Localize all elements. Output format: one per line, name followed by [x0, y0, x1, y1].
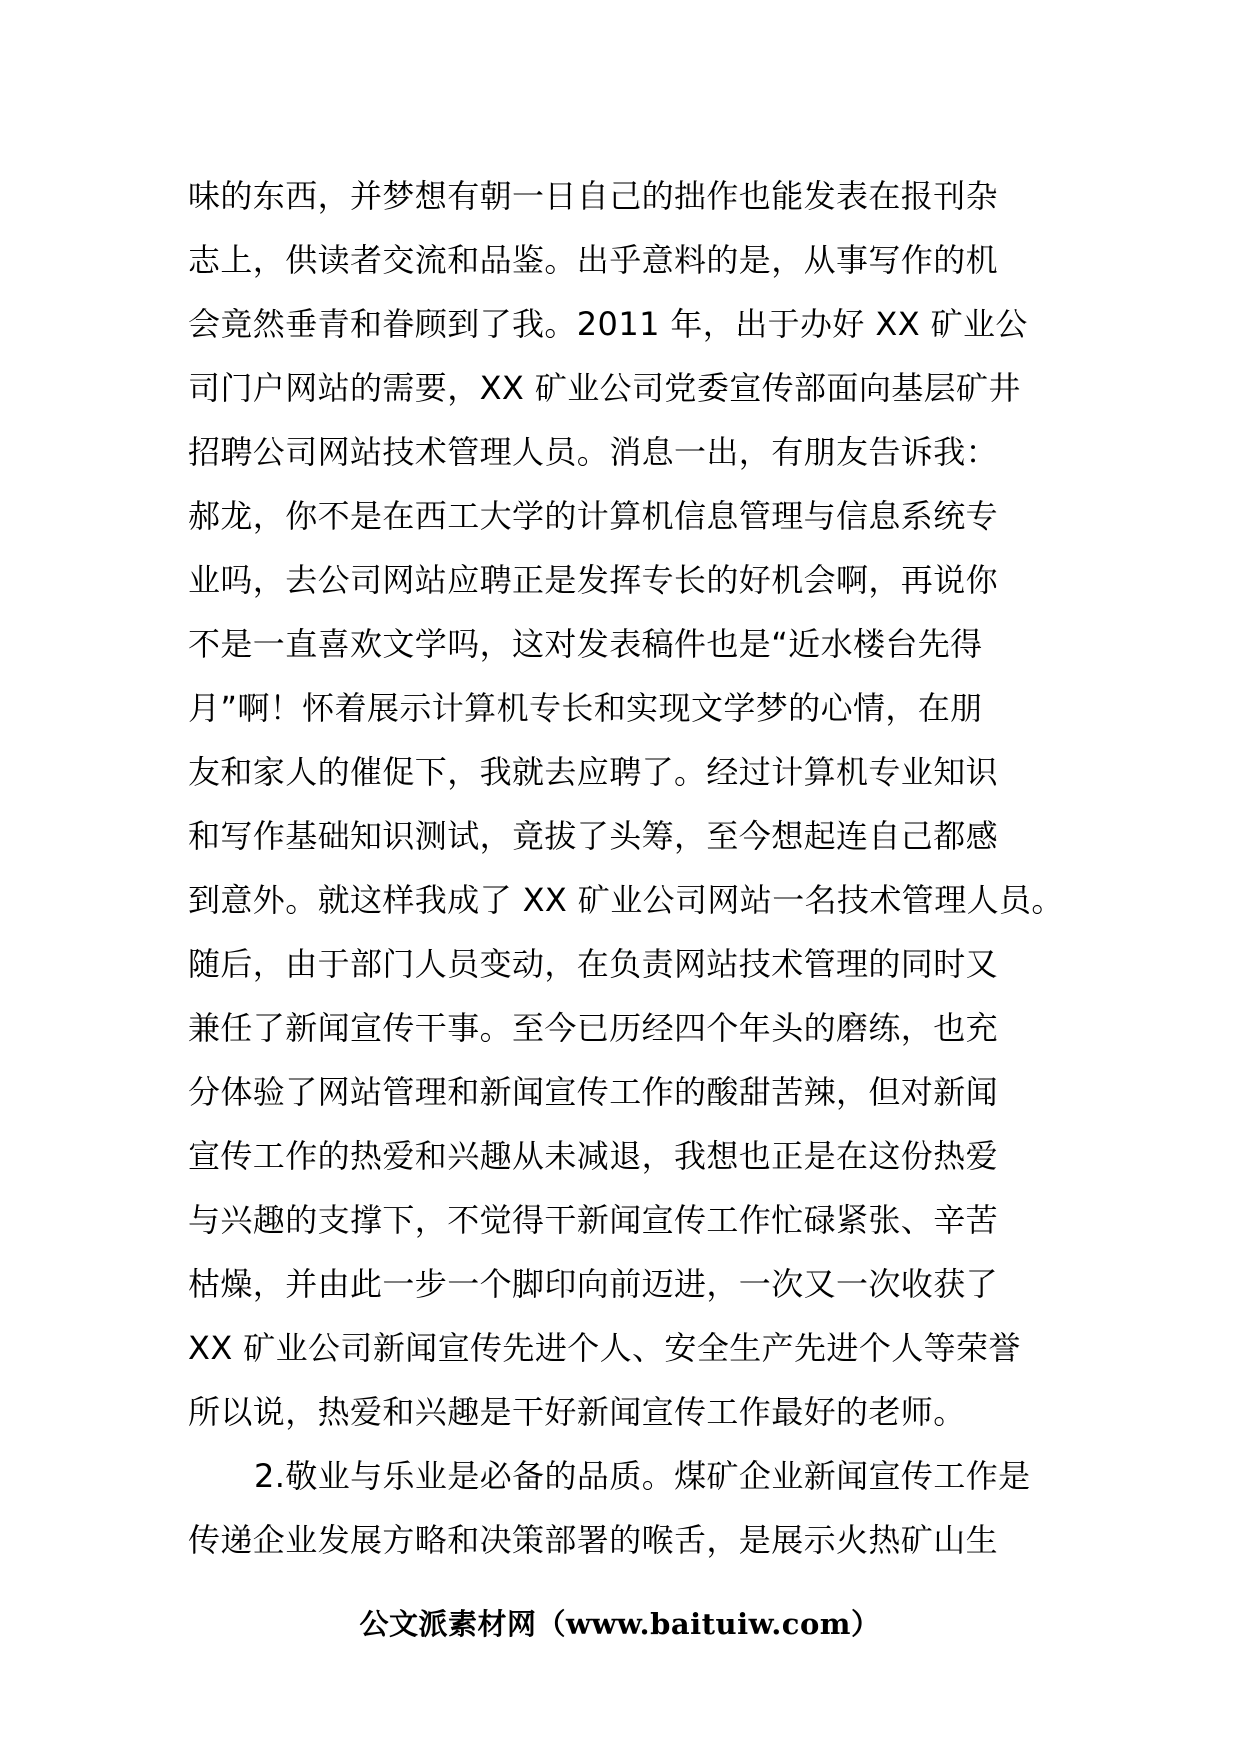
text-line: 传递企业发展方略和决策部署的喉舌，是展示火热矿山生 [188, 1521, 999, 1559]
text-line: 招聘公司网站技术管理人员。消息一出，有朋友告诉我： [188, 433, 999, 471]
text-line: 业吗，去公司网站应聘正是发挥专长的好机会啊，再说你 [188, 561, 999, 599]
text-line: 和写作基础知识测试，竟拔了头筹，至今想起连自己都感 [188, 817, 999, 855]
text-line: 郝龙，你不是在西工大学的计算机信息管理与信息系统专 [188, 497, 999, 535]
text-line: 枯燥，并由此一步一个脚印向前迈进，一次又一次收获了 [188, 1265, 999, 1303]
text-line: 宣传工作的热爱和兴趣从未减退，我想也正是在这份热爱 [188, 1137, 999, 1175]
text-line: 与兴趣的支撑下，不觉得干新闻宣传工作忙碌紧张、辛苦 [188, 1201, 999, 1239]
text-line: 友和家人的催促下，我就去应聘了。经过计算机专业知识 [188, 753, 999, 791]
text-line: 司门户网站的需要，XX 矿业公司党委宣传部面向基层矿井 [188, 369, 1021, 407]
text-line: 兼任了新闻宣传干事。至今已历经四个年头的磨练，也充 [188, 1009, 999, 1047]
text-line: 到意外。就这样我成了 XX 矿业公司网站一名技术管理人员。 [188, 881, 1064, 919]
text-line: 月”啊！怀着展示计算机专长和实现文学梦的心情，在朋 [188, 689, 983, 727]
text-line: 所以说，热爱和兴趣是干好新闻宣传工作最好的老师。 [188, 1393, 966, 1431]
footer-watermark: 公文派素材网（www.baituiw.com） [359, 1607, 881, 1641]
text-line: 味的东西，并梦想有朝一日自己的拙作也能发表在报刊杂 [188, 177, 999, 215]
text-line: 不是一直喜欢文学吗，这对发表稿件也是“近水楼台先得 [188, 625, 983, 663]
text-line: 志上，供读者交流和品鉴。出乎意料的是，从事写作的机 [188, 241, 999, 279]
text-line: 分体验了网站管理和新闻宣传工作的酸甜苦辣，但对新闻 [188, 1073, 999, 1111]
text-line: 随后，由于部门人员变动，在负责网站技术管理的同时又 [188, 945, 999, 983]
text-line: 2.敬业与乐业是必备的品质。煤矿企业新闻宣传工作是 [254, 1457, 1031, 1495]
text-line: 会竟然垂青和眷顾到了我。2011 年，出于办好 XX 矿业公 [188, 305, 1028, 343]
body-text [188, 164, 1068, 1572]
text-line: XX 矿业公司新闻宣传先进个人、安全生产先进个人等荣誉 [188, 1329, 1021, 1367]
